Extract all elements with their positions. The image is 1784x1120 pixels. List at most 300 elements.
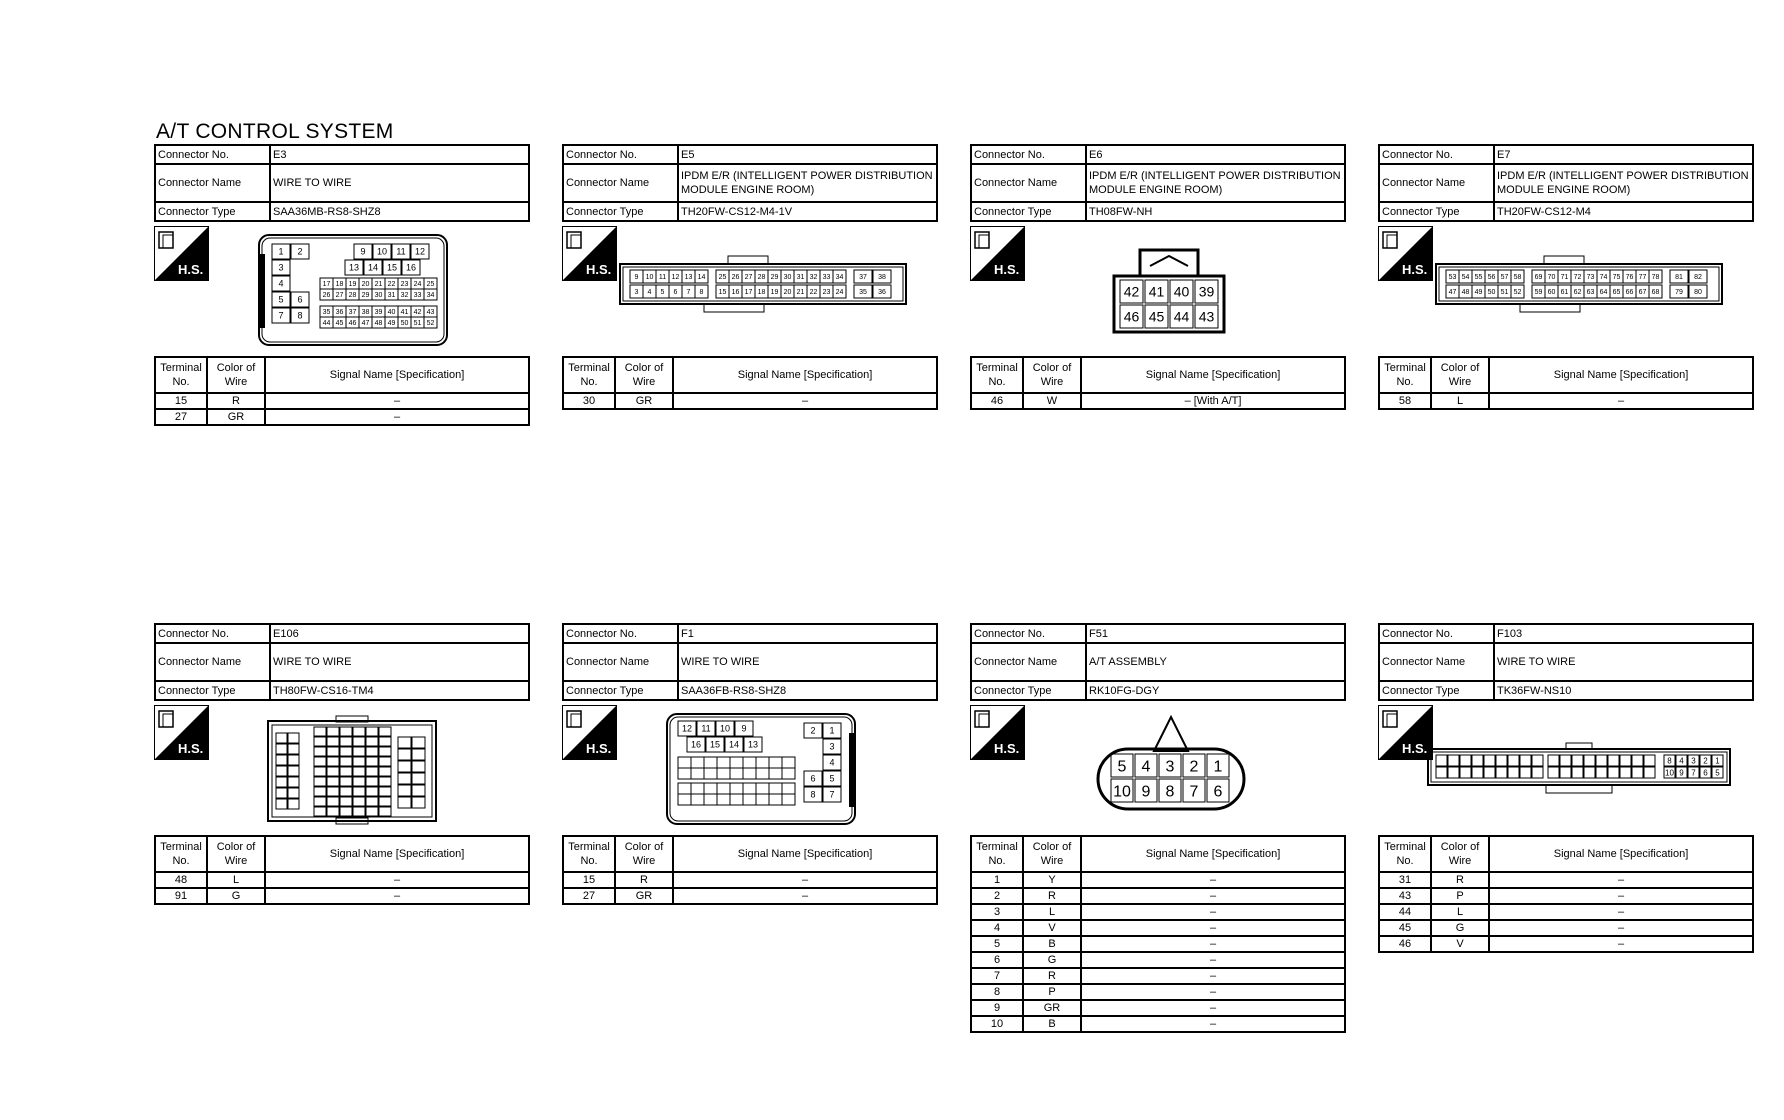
table-row [1379, 393, 1753, 409]
pin-cell [1484, 767, 1495, 778]
connector-info-table [1378, 144, 1754, 222]
pin-cell [743, 783, 756, 794]
pin-cell [756, 783, 769, 794]
pin-label: 41 [1148, 283, 1165, 300]
pin-cell [743, 757, 756, 768]
pin-label: 6 [297, 294, 303, 305]
pin-label: 30 [783, 274, 792, 282]
pin-cell [769, 757, 782, 768]
pin-label: 12 [414, 246, 426, 257]
connector-block-e5 [562, 144, 938, 410]
label-connector-no: Connector No. [563, 145, 678, 164]
signal-name: – [1081, 872, 1345, 888]
wire-color: GR [615, 393, 673, 409]
terminal-table-e6 [970, 356, 1346, 410]
pin-cell [678, 794, 691, 805]
table-row [155, 393, 529, 409]
pin-label: 29 [361, 292, 370, 300]
terminal-no: 6 [971, 952, 1023, 968]
pin-label: 7 [278, 310, 284, 321]
pin-label: 3 [278, 262, 284, 273]
pin-cell [366, 757, 378, 766]
connector-name: WIRE TO WIRE [270, 643, 529, 681]
pin-cell [678, 783, 691, 794]
pin-label: 28 [348, 292, 357, 300]
pin-cell [340, 757, 352, 766]
wire-color: G [207, 888, 265, 904]
pin-cell [353, 747, 365, 756]
wire-color: L [207, 872, 265, 888]
pin-label: 75 [1612, 274, 1621, 282]
label-connector-name: Connector Name [1379, 643, 1494, 681]
pin-label: 35 [859, 289, 867, 297]
connector-type: SAA36FB-RS8-SHZ8 [678, 681, 937, 700]
pin-label: 52 [426, 320, 435, 328]
pin-label: 11 [658, 274, 667, 282]
pin-cell [769, 794, 782, 805]
header-color-of-wire: Color of Wire [207, 836, 265, 872]
connector-type: TH20FW-CS12-M4 [1494, 202, 1753, 221]
pin-label: 12 [681, 723, 693, 734]
connector-type: TH20FW-CS12-M4-1V [678, 202, 937, 221]
pin-label: 16 [690, 739, 702, 750]
hs-icon [970, 226, 1025, 281]
pin-label: 7 [1691, 768, 1696, 778]
pin-cell [756, 757, 769, 768]
pin-label: 3 [829, 741, 835, 752]
table-row [971, 952, 1345, 968]
table-row [971, 888, 1345, 904]
pin-cell [412, 797, 425, 808]
pin-label: 16 [405, 262, 417, 273]
pin-label: 41 [400, 309, 409, 317]
pin-label: 20 [361, 281, 370, 289]
pin-cell [327, 787, 339, 796]
pin-label: 31 [796, 274, 805, 282]
table-row [563, 872, 937, 888]
pin-label: 8 [699, 289, 704, 297]
terminal-no: 45 [1379, 920, 1431, 936]
pin-cell [782, 794, 795, 805]
pin-label: 37 [348, 309, 357, 317]
pin-label: 5 [1715, 768, 1720, 778]
pin-label: 4 [1679, 756, 1684, 766]
pin-cell [276, 744, 287, 754]
connector-info-table [970, 623, 1346, 701]
connector-diagram-f1 [562, 701, 938, 835]
terminal-no: 9 [971, 1000, 1023, 1016]
pin-label: 40 [387, 309, 396, 317]
pin-cell [1548, 767, 1559, 778]
pin-label: 51 [1500, 289, 1509, 297]
hs-icon [1378, 705, 1433, 760]
header-color-of-wire: Color of Wire [1023, 357, 1081, 393]
pin-cell [1620, 767, 1631, 778]
pin-cell [1520, 755, 1531, 766]
wire-color: GR [615, 888, 673, 904]
wire-color: L [1431, 904, 1489, 920]
pin-cell [379, 787, 391, 796]
table-row [563, 888, 937, 904]
table-row [971, 393, 1345, 409]
table-row [971, 904, 1345, 920]
pin-label: 8 [1667, 756, 1672, 766]
pin-label: 34 [426, 292, 435, 300]
connector-diagram-f103 [1378, 701, 1754, 835]
pin-cell [769, 783, 782, 794]
connector-type: TH80FW-CS16-TM4 [270, 681, 529, 700]
pin-label: 38 [361, 309, 370, 317]
pin-cell [366, 727, 378, 736]
pin-label: 79 [1675, 289, 1683, 297]
pin-label: 32 [400, 292, 409, 300]
pin-label: 5 [278, 294, 284, 305]
pin-label: 9 [1141, 783, 1151, 801]
pin-cell [398, 749, 411, 760]
connector-block-f1 [562, 623, 938, 905]
signal-name: – [1489, 920, 1753, 936]
pin-label: 5 [660, 289, 665, 297]
header-color-of-wire: Color of Wire [1431, 357, 1489, 393]
pin-label: 15 [718, 289, 727, 297]
label-connector-type: Connector Type [563, 681, 678, 700]
pin-cell [1608, 755, 1619, 766]
connector-no: F51 [1086, 624, 1345, 643]
pin-cell [353, 757, 365, 766]
pin-label: 3 [1165, 758, 1175, 776]
connector-block-e3 [154, 144, 530, 426]
pin-cell [314, 747, 326, 756]
page-title: A/T CONTROL SYSTEM [156, 120, 394, 143]
pin-cell [340, 797, 352, 806]
terminal-no: 30 [563, 393, 615, 409]
pin-cell [379, 807, 391, 816]
pin-label: 49 [387, 320, 396, 328]
signal-name: – [1489, 888, 1753, 904]
pin-cell [1484, 755, 1495, 766]
pin-cell [340, 777, 352, 786]
pin-cell [276, 799, 287, 809]
pin-cell [314, 767, 326, 776]
pin-cell [412, 749, 425, 760]
connector-name: WIRE TO WIRE [270, 164, 529, 202]
pin-label: 29 [770, 274, 779, 282]
pin-label: 59 [1534, 289, 1543, 297]
pin-label: 61 [1560, 289, 1569, 297]
pin-label: 13 [747, 739, 759, 750]
connector-block-e6 [970, 144, 1346, 410]
pin-cell [756, 794, 769, 805]
pin-cell [691, 768, 704, 779]
pin-label: 5 [829, 773, 835, 784]
pin-label: 25 [718, 274, 727, 282]
pin-cell [288, 755, 299, 765]
pin-label: 6 [1703, 768, 1708, 778]
pin-label: 64 [1599, 289, 1608, 297]
pin-label: 20 [783, 289, 792, 297]
pin-cell [1644, 755, 1655, 766]
connector-face-e6 [1112, 248, 1226, 334]
terminal-no: 2 [971, 888, 1023, 904]
pin-cell [366, 807, 378, 816]
connector-info-table [970, 144, 1346, 222]
pin-cell [1496, 755, 1507, 766]
pin-label: 30 [374, 292, 383, 300]
pin-cell [327, 777, 339, 786]
hs-icon [970, 705, 1025, 760]
table-row [971, 872, 1345, 888]
pin-cell [1460, 767, 1471, 778]
terminal-no: 31 [1379, 872, 1431, 888]
pin-cell [276, 755, 287, 765]
wire-color: GR [207, 409, 265, 425]
pin-cell [1620, 755, 1631, 766]
pin-cell [288, 766, 299, 776]
pin-cell [1572, 767, 1583, 778]
pin-cell [398, 773, 411, 784]
pin-label: 69 [1534, 274, 1543, 282]
pin-label: 4 [1141, 758, 1151, 776]
header-signal-name: Signal Name [Specification] [673, 357, 937, 393]
wire-color: GR [1023, 1000, 1081, 1016]
pin-label: 17 [744, 289, 753, 297]
table-row [1379, 936, 1753, 952]
pin-cell [366, 767, 378, 776]
pin-cell [366, 737, 378, 746]
hs-icon [562, 226, 617, 281]
table-row [155, 872, 529, 888]
pin-label: 42 [413, 309, 422, 317]
connector-info-table [154, 623, 530, 701]
pin-cell [704, 794, 717, 805]
pin-label: 33 [822, 274, 831, 282]
pin-cell [1596, 767, 1607, 778]
label-connector-no: Connector No. [971, 624, 1086, 643]
header-signal-name: Signal Name [Specification] [1489, 836, 1753, 872]
pin-cell [1448, 767, 1459, 778]
terminal-no: 1 [971, 872, 1023, 888]
pin-cell [327, 797, 339, 806]
pin-label: 1 [1715, 756, 1720, 766]
pin-label: 1 [1213, 758, 1223, 776]
pin-label: 36 [335, 309, 344, 317]
label-connector-no: Connector No. [1379, 624, 1494, 643]
connector-type: RK10FG-DGY [1086, 681, 1345, 700]
pin-label: 71 [1560, 274, 1569, 282]
pin-cell [691, 757, 704, 768]
pin-label: 43 [1198, 308, 1215, 325]
pin-cell [353, 767, 365, 776]
pin-cell [379, 747, 391, 756]
connector-name: A/T ASSEMBLY [1086, 643, 1345, 681]
pin-cell [743, 768, 756, 779]
pin-label: 39 [1198, 283, 1215, 300]
wire-color: R [1431, 872, 1489, 888]
pin-cell [366, 787, 378, 796]
pin-cell [730, 757, 743, 768]
terminal-no: 27 [155, 409, 207, 425]
pin-cell [1548, 755, 1559, 766]
pin-cell [314, 757, 326, 766]
pin-cell [1508, 755, 1519, 766]
pin-cell [340, 807, 352, 816]
label-connector-type: Connector Type [155, 681, 270, 700]
connector-info-table [154, 144, 530, 222]
signal-name: – [With A/T] [1081, 393, 1345, 409]
connector-name: IPDM E/R (INTELLIGENT POWER DISTRIBUTION MODULE ENGINE ROOM) [678, 164, 937, 202]
pin-cell [1508, 767, 1519, 778]
terminal-no: 15 [563, 872, 615, 888]
pin-label: 38 [878, 274, 886, 282]
hs-label: H.S. [586, 262, 612, 277]
wire-color: R [207, 393, 265, 409]
pin-label: 49 [1474, 289, 1483, 297]
pin-label: 42 [1123, 283, 1140, 300]
pin-cell [379, 767, 391, 776]
pin-label: 31 [387, 292, 396, 300]
label-connector-name: Connector Name [971, 643, 1086, 681]
pin-label: 18 [335, 281, 344, 289]
pin-cell [327, 747, 339, 756]
pin-label: 39 [374, 309, 383, 317]
pin-cell [730, 783, 743, 794]
pin-cell [276, 777, 287, 787]
table-row [155, 409, 529, 425]
pin-label: 11 [396, 246, 406, 257]
pin-cell [704, 768, 717, 779]
hs-icon [1378, 226, 1433, 281]
pin-label: 15 [386, 262, 398, 273]
connector-name: IPDM E/R (INTELLIGENT POWER DISTRIBUTION MODULE ENGINE ROOM) [1494, 164, 1753, 202]
header-signal-name: Signal Name [Specification] [673, 836, 937, 872]
pin-cell [769, 768, 782, 779]
connector-face-f51 [1096, 715, 1246, 813]
pin-label: 66 [1625, 289, 1634, 297]
hs-label: H.S. [178, 262, 204, 277]
connector-no: E6 [1086, 145, 1345, 164]
pin-cell [327, 727, 339, 736]
header-terminal-no: Terminal No. [155, 836, 207, 872]
wire-color: W [1023, 393, 1081, 409]
pin-cell [730, 768, 743, 779]
pin-label: 58 [1513, 274, 1522, 282]
wire-color: G [1431, 920, 1489, 936]
pin-cell [327, 807, 339, 816]
pin-label: 7 [1189, 783, 1199, 801]
pin-cell [717, 768, 730, 779]
pin-cell [756, 768, 769, 779]
wire-color: R [615, 872, 673, 888]
signal-name: – [673, 393, 937, 409]
wire-color: Y [1023, 872, 1081, 888]
pin-label: 46 [348, 320, 357, 328]
signal-name: – [265, 888, 529, 904]
terminal-table-f103 [1378, 835, 1754, 953]
terminal-no: 91 [155, 888, 207, 904]
connector-info-table [562, 144, 938, 222]
header-signal-name: Signal Name [Specification] [1081, 836, 1345, 872]
pin-cell [276, 733, 287, 743]
pin-cell [1632, 767, 1643, 778]
pin-label: 46 [1123, 308, 1140, 325]
pin-label: 25 [426, 281, 435, 289]
pin-label: 15 [709, 739, 721, 750]
hs-icon [154, 705, 209, 760]
pin-cell [1560, 755, 1571, 766]
pin-cell [398, 797, 411, 808]
hs-icon [562, 705, 617, 760]
pin-cell [276, 788, 287, 798]
pin-label: 50 [1487, 289, 1496, 297]
connector-face-f103 [1426, 741, 1732, 795]
pin-label: 65 [1612, 289, 1621, 297]
signal-name: – [1081, 904, 1345, 920]
label-connector-type: Connector Type [1379, 202, 1494, 221]
pin-cell [340, 737, 352, 746]
hs-label: H.S. [1402, 741, 1428, 756]
pin-label: 10 [376, 246, 388, 257]
wire-color: V [1023, 920, 1081, 936]
pin-cell [1596, 755, 1607, 766]
label-connector-no: Connector No. [1379, 145, 1494, 164]
pin-cell [366, 797, 378, 806]
terminal-no: 10 [971, 1016, 1023, 1032]
pin-label: 36 [878, 289, 886, 297]
connector-no: E5 [678, 145, 937, 164]
pin-label: 34 [835, 274, 844, 282]
pin-cell [1608, 767, 1619, 778]
pin-label: 43 [426, 309, 435, 317]
pin-label: 74 [1599, 274, 1608, 282]
connector-no: E3 [270, 145, 529, 164]
connector-face-e3 [258, 234, 448, 346]
pin-cell [1448, 755, 1459, 766]
wire-color: L [1431, 393, 1489, 409]
pin-cell [1532, 767, 1543, 778]
hs-icon [154, 226, 209, 281]
pin-label: 7 [829, 789, 835, 800]
pin-cell [1644, 767, 1655, 778]
pin-label: 63 [1586, 289, 1595, 297]
signal-name: – [1081, 888, 1345, 904]
pin-label: 47 [361, 320, 370, 328]
pin-cell [379, 727, 391, 736]
pin-label: 8 [810, 789, 816, 800]
connector-block-e106 [154, 623, 530, 905]
pin-label: 54 [1461, 274, 1470, 282]
pin-cell [1584, 767, 1595, 778]
wire-color: R [1023, 888, 1081, 904]
signal-name: – [1081, 1016, 1345, 1032]
pin-label: 67 [1638, 289, 1647, 297]
connector-no: E106 [270, 624, 529, 643]
terminal-table-f51 [970, 835, 1346, 1033]
hs-label: H.S. [1402, 262, 1428, 277]
pin-cell [340, 767, 352, 776]
connector-no: E7 [1494, 145, 1753, 164]
pin-cell [288, 733, 299, 743]
signal-name: – [673, 888, 937, 904]
terminal-no: 4 [971, 920, 1023, 936]
pin-label: 9 [360, 246, 366, 257]
table-row [971, 936, 1345, 952]
pin-cell [678, 757, 691, 768]
pin-label: 76 [1625, 274, 1634, 282]
pin-label: 9 [1679, 768, 1684, 778]
label-connector-type: Connector Type [1379, 681, 1494, 700]
pin-label: 3 [1691, 756, 1696, 766]
terminal-no: 58 [1379, 393, 1431, 409]
